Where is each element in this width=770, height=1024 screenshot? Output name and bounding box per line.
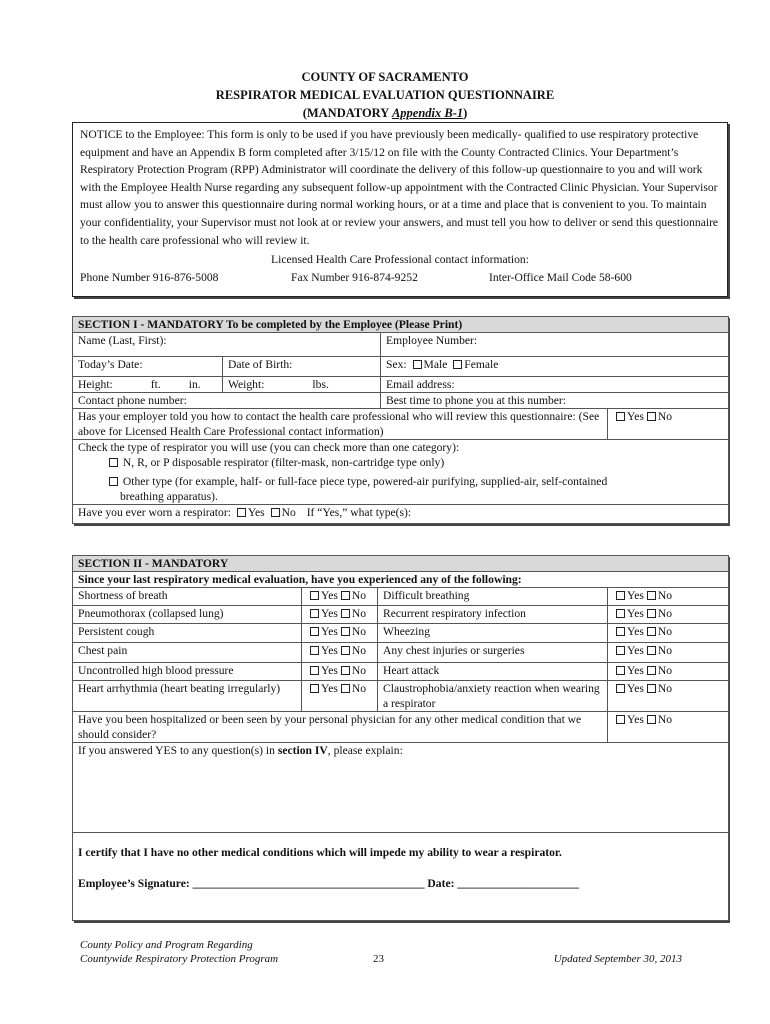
section-1-title: SECTION I - MANDATORY To be completed by the Employee (Please Print) [73,317,729,333]
mandatory-line: (MANDATORY Appendix B-1) [302,106,468,120]
condition-label: Heart attack [378,663,608,681]
condition-label: Chest pain [73,643,302,663]
notice-box [72,122,728,297]
condition-answer: Yes No [302,588,378,606]
no-checkbox[interactable] [647,684,656,693]
yes-checkbox[interactable] [310,646,319,655]
no-checkbox[interactable] [341,609,350,618]
condition-answer: Yes No [608,606,729,624]
no-checkbox[interactable] [341,591,350,600]
no-checkbox[interactable] [341,646,350,655]
yes-checkbox[interactable] [310,591,319,600]
worn-yes-checkbox[interactable] [237,508,246,517]
section-2 [72,555,728,921]
female-checkbox[interactable] [453,360,462,369]
condition-label: Claustrophobia/anxiety reaction when wearing a respirator [378,681,608,712]
mail-code: Inter-Office Mail Code 58-600 [489,270,632,284]
footer-policy: County Policy and Program Regarding [80,939,253,951]
condition-answer: Yes No [608,624,729,643]
no-checkbox[interactable] [647,666,656,675]
phone-number: Phone Number 916-876-5008 [80,270,219,284]
hospitalized-question: Have you been hospitalized or been seen by your personal physician for any other medical condition that we should consider? [73,712,608,743]
employer-told-answer: Yes No [608,409,729,440]
yes-checkbox[interactable] [616,715,625,724]
condition-answer: Yes No [302,624,378,643]
yes-checkbox[interactable] [616,591,625,600]
condition-answer: Yes No [608,681,729,712]
worn-no-checkbox[interactable] [271,508,280,517]
yes-checkbox[interactable] [616,666,625,675]
name-field[interactable]: Name (Last, First): [73,333,381,357]
employer-told-question: Has your employer told you how to contact the health care professional who will review this questionnaire: (See above for Licensed Health Care Professional contact information) [73,409,608,440]
condition-label: Any chest injuries or surgeries [378,643,608,663]
certify-statement: I certify that I have no other medical conditions which will impede my ability to wear a respirator. [78,846,562,859]
no-checkbox[interactable] [341,666,350,675]
no-checkbox[interactable] [647,627,656,636]
condition-label: Pneumothorax (collapsed lung) [73,606,302,624]
condition-label: Uncontrolled high blood pressure [73,663,302,681]
section-1 [72,316,728,524]
fax-number: Fax Number 916-874-9252 [291,270,418,284]
condition-label: Heart arrhythmia (heart beating irregularly) [73,681,302,712]
worn-before-row: Have you ever worn a respirator: Yes No If “Yes,” what type(s): [73,505,729,524]
no-checkbox[interactable] [341,684,350,693]
contact-title: Licensed Health Care Professional contact information: [271,253,529,267]
todays-date-field[interactable]: Today’s Date: [73,357,223,377]
contact-row [80,269,720,287]
explain-field[interactable]: If you answered YES to any question(s) in section IV, please explain: [73,743,729,833]
appendix-label: Appendix B-1 [391,106,464,120]
yes-checkbox[interactable] [616,627,625,636]
notice-text: NOTICE to the Employee: This form is only to be used if you have previously been medically- qualified to use respiratory protective equipment and have an Appendix B form completed after 3/15/12 on file with the County Contracted Clinics. Your Department’s Respiratory Protection Program (RPP) Administrator will coordinate the delivery of this follow-up questionnaire to you and will work with the Employee Health Nurse regarding any subsequent follow-up appointment with the Contracted Clinic Physician. Your Supervisor must allow you to answer this questionnaire during normal working hours, or at a time and place that is convenient to you. To maintain your confidentiality, your Supervisor must not look at or review your answers, and must tell you how to deliver or send this questionnaire to the health care professional who will review it. [80,128,719,247]
sex-field: Sex: Male Female [381,357,729,377]
condition-answer: Yes No [608,643,729,663]
type-b-option: Other type (for example, half- or full-face piece type, powered-air purifying, supplied-air, self-contained [78,474,723,489]
condition-answer: Yes No [608,663,729,681]
condition-answer: Yes No [608,588,729,606]
yes-checkbox[interactable] [310,627,319,636]
height-field[interactable]: Height: ft. in. [73,377,223,393]
condition-label: Difficult breathing [378,588,608,606]
hospitalized-answer: Yes No [608,712,729,743]
yes-checkbox[interactable] [310,609,319,618]
yes-checkbox[interactable] [310,684,319,693]
no-checkbox[interactable] [647,609,656,618]
contact-phone-field[interactable]: Contact phone number: [73,393,381,409]
yes-checkbox[interactable] [616,609,625,618]
signature-line[interactable]: Employee’s Signature: ________________________________________ Date: _____________________ [78,877,580,890]
section-2-title: SECTION II - MANDATORY [73,556,729,572]
updated-date: Updated September 30, 2013 [553,953,682,965]
condition-answer: Yes No [302,663,378,681]
footer-program: Countywide Respiratory Protection Program [80,953,279,965]
condition-answer: Yes No [302,606,378,624]
no-checkbox[interactable] [647,591,656,600]
county-title: COUNTY OF SACRAMENTO [301,70,469,84]
condition-label: Recurrent respiratory infection [378,606,608,624]
condition-rows [73,588,729,712]
employee-number-field[interactable]: Employee Number: [381,333,729,357]
condition-label: Persistent cough [73,624,302,643]
respirator-type-question: Check the type of respirator you will use (you can check more than one category): [78,441,460,454]
email-field[interactable]: Email address: [381,377,729,393]
best-time-field[interactable]: Best time to phone you at this number: [381,393,729,409]
page-footer [80,938,690,966]
type-a-option: N, R, or P disposable respirator (filter-mask, non-cartridge type only) [78,455,723,470]
no-checkbox[interactable] [647,715,656,724]
page-number: 23 [373,953,384,965]
weight-field[interactable]: Weight: lbs. [223,377,381,393]
form-title: RESPIRATOR MEDICAL EVALUATION QUESTIONNAIRE [215,88,555,102]
type-b-checkbox[interactable] [109,477,118,486]
no-checkbox[interactable] [647,646,656,655]
type-a-checkbox[interactable] [109,458,118,467]
dob-field[interactable]: Date of Birth: [223,357,381,377]
document-header [0,68,770,122]
no-checkbox[interactable] [647,412,656,421]
yes-checkbox[interactable] [310,666,319,675]
condition-answer: Yes No [302,681,378,712]
no-checkbox[interactable] [341,627,350,636]
condition-label: Wheezing [378,624,608,643]
section-2-subtitle: Since your last respiratory medical evaluation, have you experienced any of the following: [73,572,729,588]
certification-block [73,833,729,921]
yes-checkbox[interactable] [616,684,625,693]
condition-answer: Yes No [302,643,378,663]
respirator-type-block [73,440,729,505]
yes-checkbox[interactable] [616,412,625,421]
male-checkbox[interactable] [413,360,422,369]
condition-label: Shortness of breath [73,588,302,606]
type-b-cont: breathing apparatus). [120,490,218,503]
yes-checkbox[interactable] [616,646,625,655]
